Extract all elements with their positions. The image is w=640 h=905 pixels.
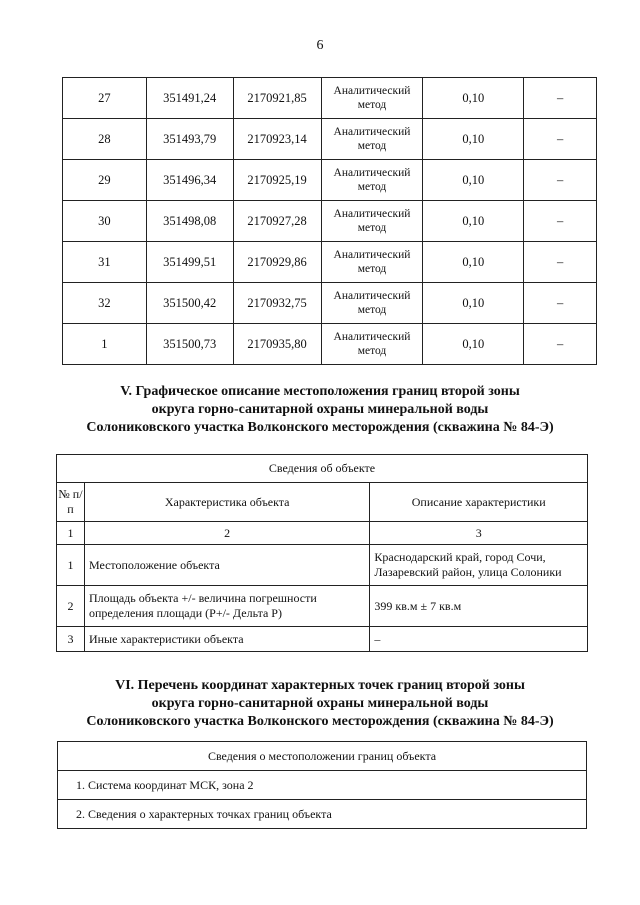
- coord-x: 351491,24: [146, 78, 233, 119]
- table-row: [63, 119, 597, 160]
- accuracy: 0,10: [423, 201, 524, 242]
- note: –: [524, 201, 597, 242]
- characteristic-cell: Местоположение объекта: [84, 545, 369, 586]
- point-number: 32: [63, 283, 147, 324]
- table-row: [63, 324, 597, 365]
- page-number: 6: [316, 38, 324, 53]
- boundary-info-table: [57, 741, 587, 829]
- point-number: 30: [63, 201, 147, 242]
- accuracy: 0,10: [423, 283, 524, 324]
- heading-line: V. Графическое описание местоположения границ второй зоны: [120, 384, 520, 399]
- determination-method: Аналитический метод: [321, 201, 423, 242]
- note: –: [524, 242, 597, 283]
- coord-y: 2170935,80: [233, 324, 321, 365]
- column-header-number: № п/п: [57, 483, 85, 522]
- column-header-description: Описание характеристики: [370, 483, 588, 522]
- heading-line: VI. Перечень координат характерных точек границ второй зоны: [115, 678, 525, 693]
- note: –: [524, 160, 597, 201]
- determination-method: Аналитический метод: [321, 324, 423, 365]
- determination-method: Аналитический метод: [321, 242, 423, 283]
- section-6-heading: [0, 677, 640, 731]
- coord-x: 351496,34: [146, 160, 233, 201]
- coord-x: 351500,73: [146, 324, 233, 365]
- row-number: 2: [57, 586, 85, 627]
- table-row: [63, 242, 597, 283]
- description-cell: 399 кв.м ± 7 кв.м: [370, 586, 588, 627]
- point-number: 28: [63, 119, 147, 160]
- column-number: 3: [370, 522, 588, 545]
- coord-y: 2170921,85: [233, 78, 321, 119]
- heading-line: округа горно-санитарной охраны минеральной воды: [151, 402, 489, 417]
- determination-method: Аналитический метод: [321, 119, 423, 160]
- section-5-heading: [0, 383, 640, 437]
- characteristic-cell: Площадь объекта +/- величина погрешности определения площади (Р+/- Дельта Р): [84, 586, 369, 627]
- table-row: [63, 283, 597, 324]
- list-item: 1. Система координат МСК, зона 2: [58, 771, 587, 800]
- coord-y: 2170932,75: [233, 283, 321, 324]
- column-header-characteristic: Характеристика объекта: [84, 483, 369, 522]
- coord-y: 2170927,28: [233, 201, 321, 242]
- note: –: [524, 324, 597, 365]
- determination-method: Аналитический метод: [321, 78, 423, 119]
- coord-y: 2170925,19: [233, 160, 321, 201]
- determination-method: Аналитический метод: [321, 283, 423, 324]
- description-cell: Краснодарский край, город Сочи, Лазаревский район, улица Солоники: [370, 545, 588, 586]
- row-number: 1: [57, 545, 85, 586]
- heading-line: Солониковского участка Волконского месторождения (скважина № 84-Э): [86, 714, 554, 729]
- row-number: 3: [57, 627, 85, 652]
- accuracy: 0,10: [423, 78, 524, 119]
- table-row: [58, 800, 587, 829]
- note: –: [524, 78, 597, 119]
- coord-x: 351500,42: [146, 283, 233, 324]
- accuracy: 0,10: [423, 160, 524, 201]
- coord-x: 351493,79: [146, 119, 233, 160]
- accuracy: 0,10: [423, 324, 524, 365]
- coord-y: 2170923,14: [233, 119, 321, 160]
- characteristic-cell: Иные характеристики объекта: [84, 627, 369, 652]
- coord-y: 2170929,86: [233, 242, 321, 283]
- table-row: [57, 586, 588, 627]
- coord-x: 351499,51: [146, 242, 233, 283]
- table-caption: Сведения о местоположении границ объекта: [58, 742, 587, 771]
- table-row: [58, 771, 587, 800]
- note: –: [524, 283, 597, 324]
- point-number: 29: [63, 160, 147, 201]
- list-item: 2. Сведения о характерных точках границ объекта: [58, 800, 587, 829]
- point-number: 27: [63, 78, 147, 119]
- coord-x: 351498,08: [146, 201, 233, 242]
- table-caption: Сведения об объекте: [57, 455, 588, 483]
- table-row: [63, 160, 597, 201]
- point-number: 31: [63, 242, 147, 283]
- heading-line: округа горно-санитарной охраны минеральной воды: [151, 696, 489, 711]
- description-cell: –: [370, 627, 588, 652]
- object-info-table: [56, 454, 588, 652]
- determination-method: Аналитический метод: [321, 160, 423, 201]
- heading-line: Солониковского участка Волконского месторождения (скважина № 84-Э): [86, 420, 554, 435]
- column-number: 1: [57, 522, 85, 545]
- table-row: [63, 78, 597, 119]
- point-number: 1: [63, 324, 147, 365]
- accuracy: 0,10: [423, 119, 524, 160]
- table-row: [57, 545, 588, 586]
- accuracy: 0,10: [423, 242, 524, 283]
- table-row: [63, 201, 597, 242]
- column-number: 2: [84, 522, 369, 545]
- note: –: [524, 119, 597, 160]
- table-row: [57, 627, 588, 652]
- coordinates-table: [62, 77, 597, 365]
